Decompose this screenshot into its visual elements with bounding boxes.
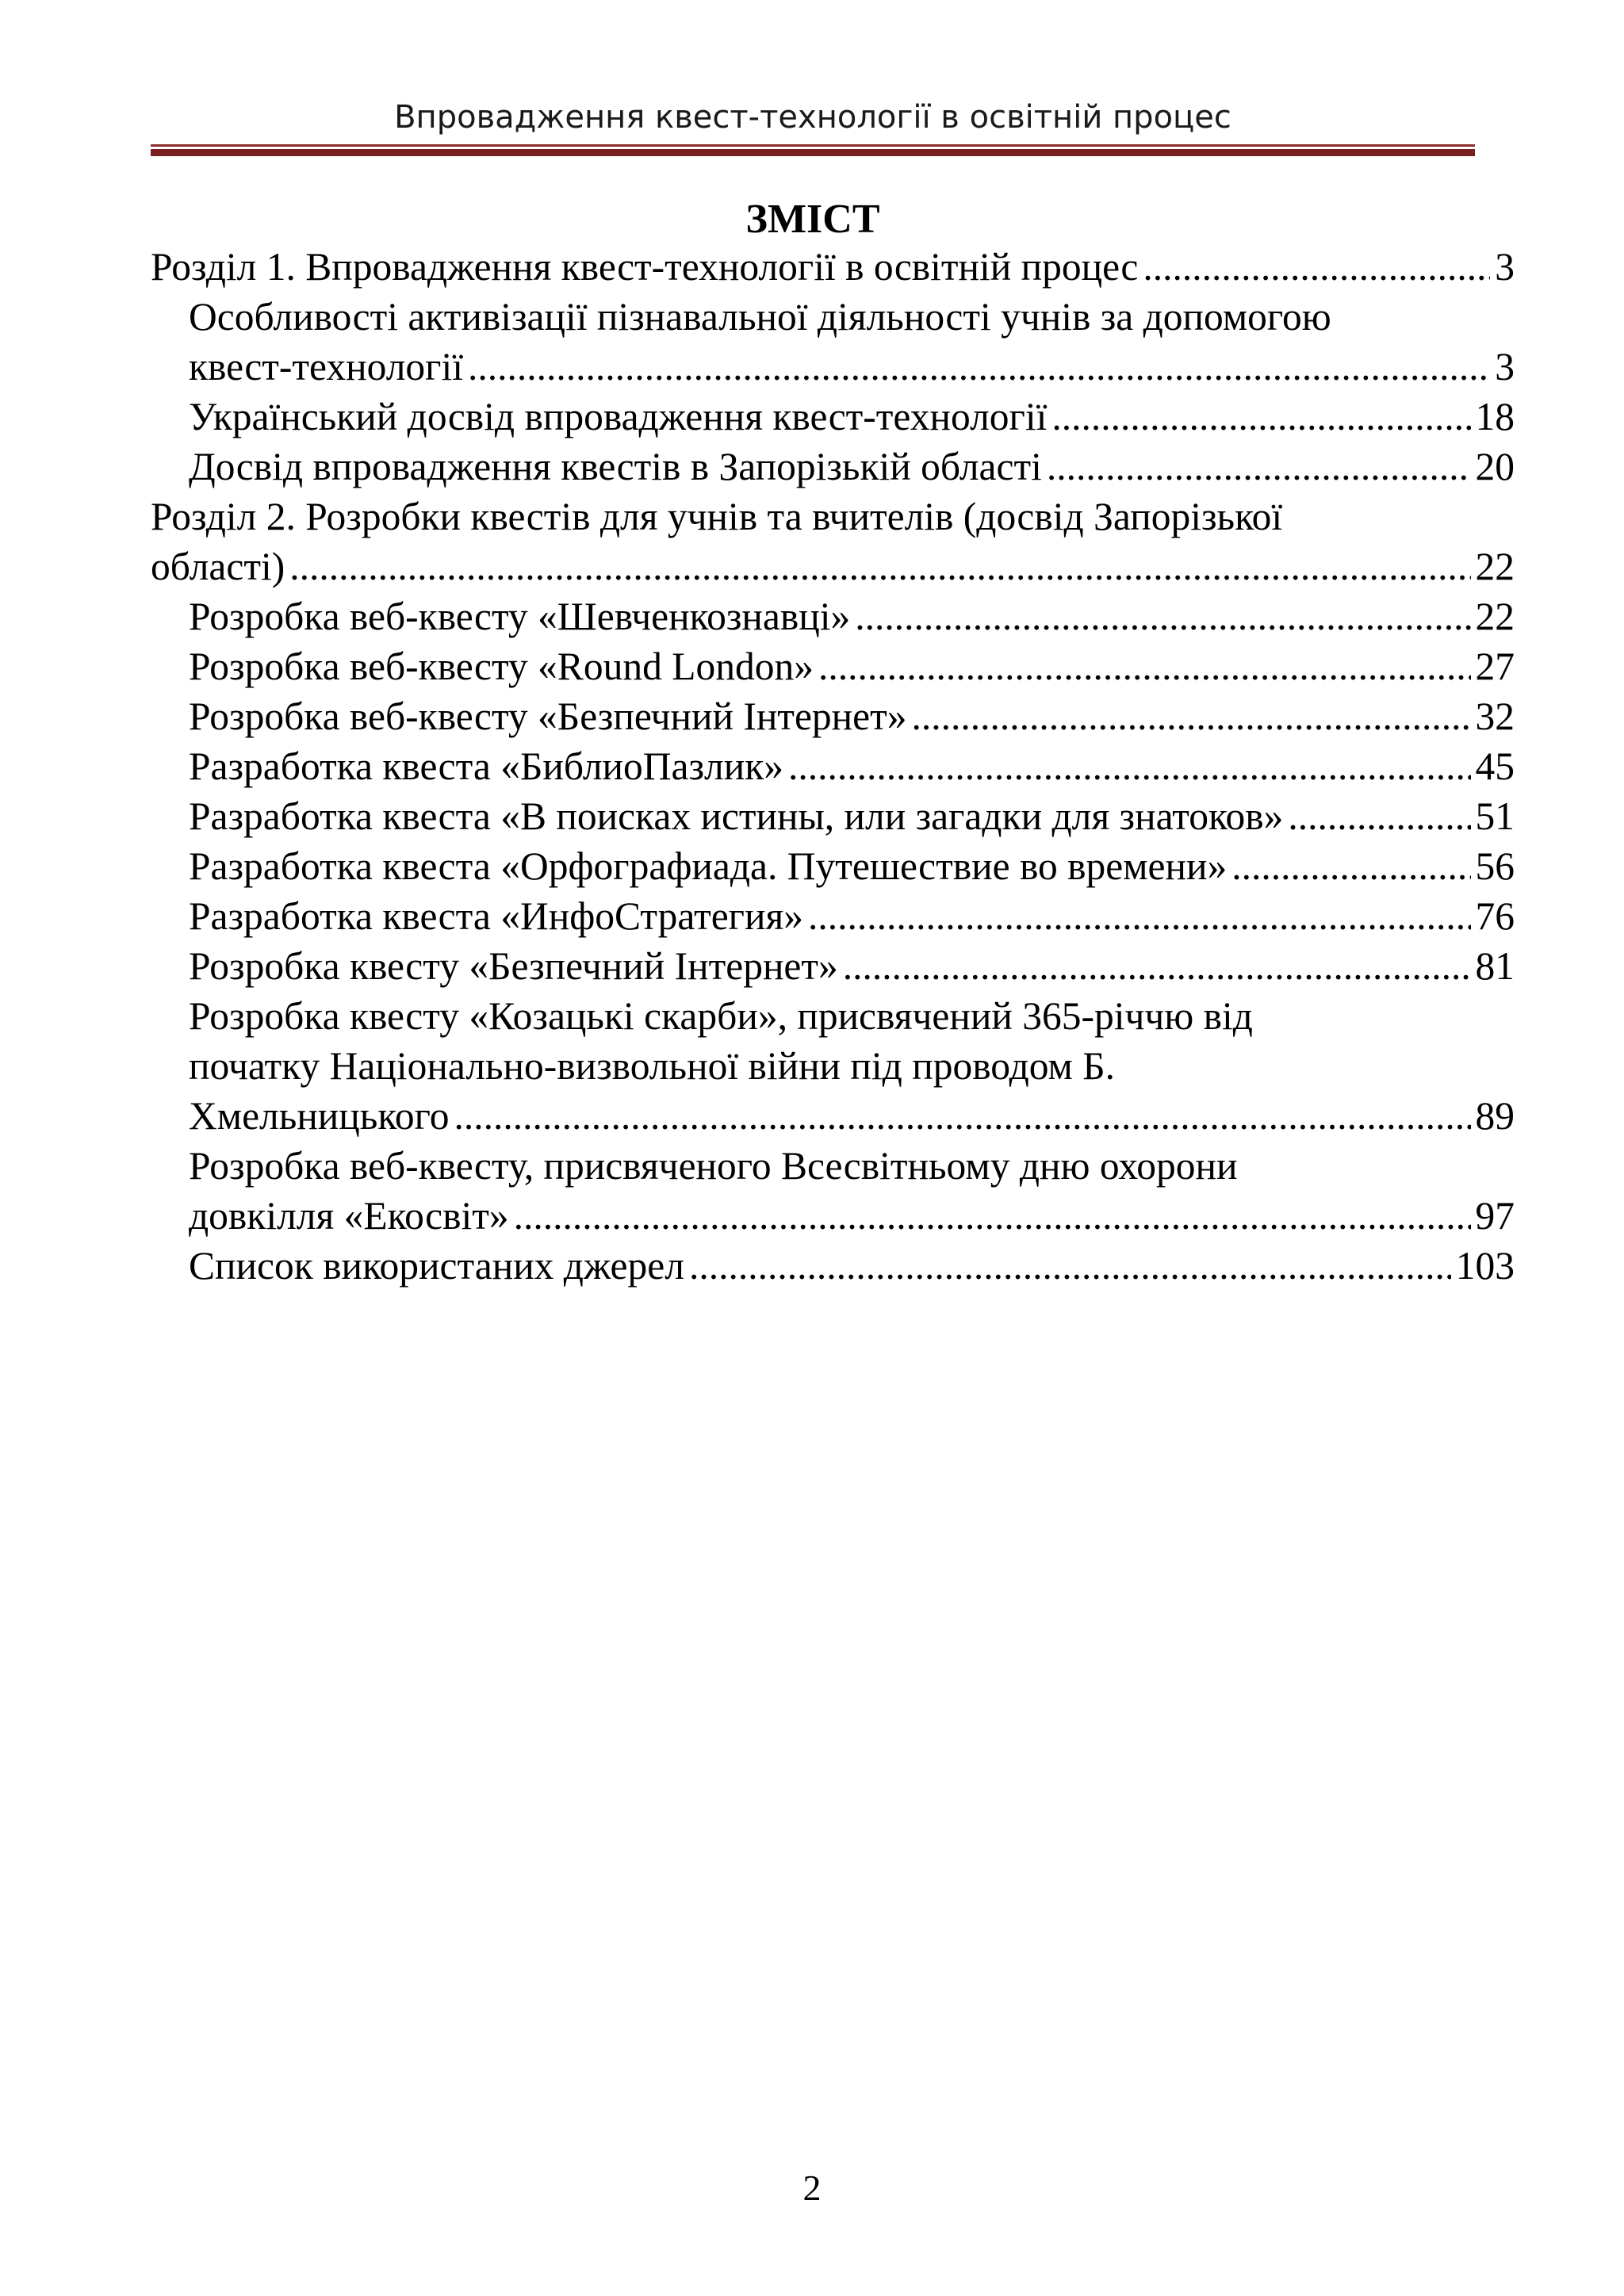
toc-page-number: 20 bbox=[1475, 445, 1515, 488]
toc-entry-text: Розділ 1. Впровадження квест-технології в освітній процес bbox=[151, 245, 1139, 289]
toc-entry-text: Разработка квеста «В поисках истины, или загадки для знатоков» bbox=[189, 794, 1284, 838]
toc-entry-text: Досвід впровадження квестів в Запорізькій області bbox=[189, 445, 1042, 488]
dot-leader bbox=[843, 941, 1471, 991]
dot-leader bbox=[1143, 242, 1490, 292]
toc-entry[interactable] bbox=[151, 941, 1515, 991]
toc-entry[interactable] bbox=[151, 1241, 1515, 1291]
toc-entry[interactable] bbox=[151, 841, 1515, 891]
toc-page-number: 103 bbox=[1455, 1244, 1515, 1288]
toc-entry-text: Особливості активізації пізнавальної діяльності учнів за допомогою bbox=[189, 295, 1331, 339]
toc-entry-text: Розробка квесту «Козацькі скарби», присвячений 365-річчю від bbox=[189, 994, 1253, 1038]
toc-entry-text: Розробка веб-квесту «Шевченкознавці» bbox=[189, 595, 851, 638]
toc-page-number: 27 bbox=[1475, 645, 1515, 688]
dot-leader bbox=[912, 691, 1471, 741]
toc-page-number: 22 bbox=[1475, 545, 1515, 588]
toc-entry[interactable] bbox=[151, 392, 1515, 442]
dot-leader bbox=[468, 342, 1490, 392]
toc-entry-text: Розробка веб-квесту «Безпечний Інтернет» bbox=[189, 695, 907, 738]
toc-entry-text: Розробка квесту «Безпечний Інтернет» bbox=[189, 944, 838, 988]
toc-entry-text: Список використаних джерел bbox=[189, 1244, 684, 1288]
toc-entry[interactable] bbox=[151, 591, 1515, 641]
dot-leader bbox=[454, 1091, 1470, 1141]
toc-page-number: 22 bbox=[1475, 595, 1515, 638]
toc-page-number: 97 bbox=[1475, 1194, 1515, 1238]
dot-leader bbox=[1051, 392, 1470, 442]
toc-entry-text: Разработка квеста «Орфографиада. Путешествие во времени» bbox=[189, 844, 1228, 888]
toc-entry[interactable] bbox=[151, 791, 1515, 841]
toc-entry[interactable] bbox=[151, 1141, 1515, 1241]
toc-entry[interactable] bbox=[151, 492, 1515, 591]
toc-entry-text: Розробка веб-квесту «Round London» bbox=[189, 645, 814, 688]
toc-page-number: 81 bbox=[1475, 944, 1515, 988]
toc-entry-text: області) bbox=[151, 545, 285, 588]
toc-page-number: 76 bbox=[1475, 894, 1515, 938]
toc-title: ЗМІСТ bbox=[745, 197, 880, 242]
table-of-contents bbox=[151, 242, 1515, 1291]
toc-entry[interactable] bbox=[151, 292, 1515, 392]
toc-entry-text: Разработка квеста «ИнфоСтратегия» bbox=[189, 894, 803, 938]
toc-entry-text: Разработка квеста «БиблиоПазлик» bbox=[189, 744, 784, 788]
toc-page-number: 89 bbox=[1475, 1094, 1515, 1138]
header-rule-thick bbox=[151, 149, 1475, 156]
dot-leader bbox=[289, 541, 1470, 591]
toc-entry[interactable] bbox=[151, 442, 1515, 492]
dot-leader bbox=[1231, 841, 1470, 891]
running-header: Впровадження квест-технології в освітній процес bbox=[394, 99, 1231, 136]
toc-page-number: 45 bbox=[1475, 744, 1515, 788]
dot-leader bbox=[514, 1191, 1471, 1241]
toc-entry[interactable] bbox=[151, 891, 1515, 941]
dot-leader bbox=[1047, 442, 1471, 492]
dot-leader bbox=[788, 741, 1470, 791]
toc-entry[interactable] bbox=[151, 691, 1515, 741]
toc-page-number: 3 bbox=[1495, 345, 1515, 388]
header-rule-thin bbox=[151, 144, 1475, 147]
toc-entry[interactable] bbox=[151, 242, 1515, 292]
toc-page-number: 32 bbox=[1475, 695, 1515, 738]
dot-leader bbox=[855, 591, 1470, 641]
dot-leader bbox=[808, 891, 1471, 941]
toc-entry[interactable] bbox=[151, 741, 1515, 791]
toc-entry-text: довкілля «Екосвіт» bbox=[189, 1194, 509, 1238]
toc-entry-text: Розділ 2. Розробки квестів для учнів та вчителів (досвід Запорізької bbox=[151, 495, 1283, 538]
toc-entry[interactable] bbox=[151, 641, 1515, 691]
toc-page-number: 56 bbox=[1475, 844, 1515, 888]
dot-leader bbox=[689, 1241, 1451, 1291]
toc-page-number: 3 bbox=[1495, 245, 1515, 289]
toc-entry-text: квест-технології bbox=[189, 345, 463, 388]
toc-entry-text: Український досвід впровадження квест-технології bbox=[189, 395, 1048, 438]
page-number: 2 bbox=[802, 2168, 822, 2208]
dot-leader bbox=[1288, 791, 1470, 841]
toc-entry-text: Розробка веб-квесту, присвяченого Всесвітньому дню охорони bbox=[189, 1144, 1238, 1188]
toc-entry-text: Хмельницького bbox=[189, 1094, 450, 1138]
toc-entry[interactable] bbox=[151, 991, 1515, 1141]
dot-leader bbox=[818, 641, 1471, 691]
toc-page-number: 51 bbox=[1475, 794, 1515, 838]
toc-page-number: 18 bbox=[1475, 395, 1515, 438]
toc-entry-text: початку Національно-визвольної війни під проводом Б. bbox=[189, 1044, 1116, 1088]
